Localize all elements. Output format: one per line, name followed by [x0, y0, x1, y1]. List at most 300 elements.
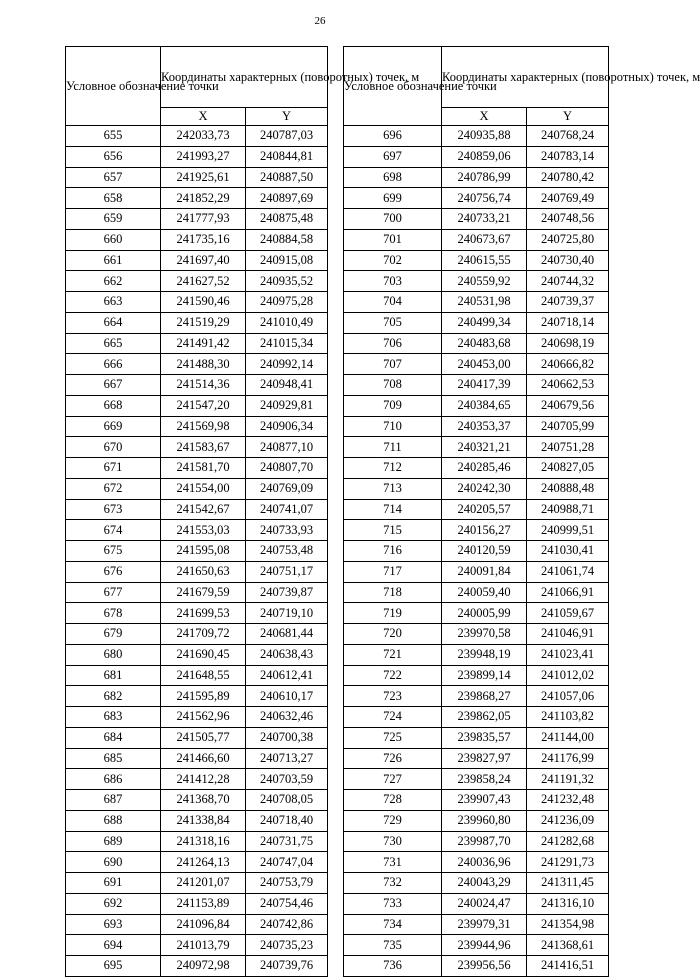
coords-label-header: Координаты характерных (поворотных) точек, м [442, 47, 609, 108]
x-coordinate-cell: 241553,03 [161, 520, 246, 541]
x-coordinate-cell: 239948,19 [442, 644, 527, 665]
y-coordinate-cell: 240807,70 [246, 458, 328, 479]
point-id-cell: 732 [344, 873, 442, 894]
table-row [66, 582, 328, 603]
x-coordinate-cell: 240972,98 [161, 956, 246, 977]
table-row [66, 624, 328, 645]
table-row [66, 458, 328, 479]
y-coordinate-cell: 241057,06 [527, 686, 609, 707]
y-coordinate-cell: 241030,41 [527, 541, 609, 562]
x-coordinate-cell: 241562,96 [161, 707, 246, 728]
x-coordinate-cell: 241699,53 [161, 603, 246, 624]
x-coordinate-cell: 239956,56 [442, 956, 527, 977]
point-id-cell: 709 [344, 395, 442, 416]
point-id-cell: 723 [344, 686, 442, 707]
x-coordinate-cell: 240005,99 [442, 603, 527, 624]
point-id-cell: 706 [344, 333, 442, 354]
table-row [344, 250, 609, 271]
x-coordinate-cell: 239899,14 [442, 665, 527, 686]
x-coordinate-cell: 241338,84 [161, 810, 246, 831]
y-coordinate-cell: 240884,58 [246, 229, 328, 250]
point-id-cell: 698 [344, 167, 442, 188]
point-id-cell: 699 [344, 188, 442, 209]
point-id-cell: 680 [66, 644, 161, 665]
x-coordinate-cell: 240453,00 [442, 354, 527, 375]
table-row [66, 271, 328, 292]
x-coordinate-cell: 241096,84 [161, 914, 246, 935]
x-coordinate-cell: 239827,97 [442, 748, 527, 769]
y-coordinate-cell: 241015,34 [246, 333, 328, 354]
table-row [344, 126, 609, 147]
y-coordinate-cell: 240718,14 [527, 312, 609, 333]
y-coordinate-cell: 240739,87 [246, 582, 328, 603]
y-coordinate-cell: 240632,46 [246, 707, 328, 728]
point-id-cell: 715 [344, 520, 442, 541]
x-coordinate-cell: 239979,31 [442, 914, 527, 935]
point-id-cell: 677 [66, 582, 161, 603]
x-coordinate-cell: 241542,67 [161, 499, 246, 520]
y-coordinate-cell: 240638,43 [246, 644, 328, 665]
y-coordinate-cell: 240730,40 [527, 250, 609, 271]
table-row [344, 852, 609, 873]
table-row [344, 312, 609, 333]
y-coordinate-cell: 240705,99 [527, 416, 609, 437]
x-coordinate-cell: 241514,36 [161, 375, 246, 396]
x-coordinate-cell: 241569,98 [161, 416, 246, 437]
point-id-cell: 675 [66, 541, 161, 562]
point-id-cell: 712 [344, 458, 442, 479]
point-id-cell: 663 [66, 292, 161, 313]
y-coordinate-cell: 241012,02 [527, 665, 609, 686]
x-coordinate-cell: 240321,21 [442, 437, 527, 458]
x-coordinate-cell: 241697,40 [161, 250, 246, 271]
point-id-cell: 713 [344, 478, 442, 499]
table-row [66, 167, 328, 188]
table-row [66, 333, 328, 354]
y-coordinate-cell: 240780,42 [527, 167, 609, 188]
y-coordinate-cell: 240751,17 [246, 561, 328, 582]
y-coordinate-cell: 240753,48 [246, 541, 328, 562]
y-coordinate-cell: 241232,48 [527, 790, 609, 811]
y-coordinate-cell: 241282,68 [527, 831, 609, 852]
y-coordinate-cell: 240769,49 [527, 188, 609, 209]
x-coordinate-cell: 241709,72 [161, 624, 246, 645]
table-row [66, 831, 328, 852]
point-id-cell: 696 [344, 126, 442, 147]
table-row [66, 956, 328, 977]
x-coordinate-cell: 240384,65 [442, 395, 527, 416]
y-coordinate-cell: 240888,48 [527, 478, 609, 499]
point-label-header: Условное обозначение точки [66, 47, 161, 126]
table-row [344, 914, 609, 935]
table-row [66, 499, 328, 520]
y-coordinate-cell: 240612,41 [246, 665, 328, 686]
table-row [66, 769, 328, 790]
table-row [66, 852, 328, 873]
table-row [344, 499, 609, 520]
x-coordinate-cell: 241466,60 [161, 748, 246, 769]
coords-label-header: Координаты характерных (поворотных) точек, м [161, 47, 328, 108]
point-id-cell: 670 [66, 437, 161, 458]
table-row [344, 188, 609, 209]
x-coordinate-cell: 240043,29 [442, 873, 527, 894]
table-row [66, 873, 328, 894]
x-coordinate-cell: 241679,59 [161, 582, 246, 603]
table-row [66, 126, 328, 147]
y-coordinate-cell: 240769,09 [246, 478, 328, 499]
y-coordinate-cell: 241144,00 [527, 727, 609, 748]
point-id-cell: 735 [344, 935, 442, 956]
point-id-cell: 666 [66, 354, 161, 375]
x-coordinate-cell: 240559,92 [442, 271, 527, 292]
x-coordinate-cell: 239907,43 [442, 790, 527, 811]
point-id-cell: 684 [66, 727, 161, 748]
point-id-cell: 686 [66, 769, 161, 790]
point-id-cell: 693 [66, 914, 161, 935]
point-id-cell: 673 [66, 499, 161, 520]
y-coordinate-cell: 240877,10 [246, 437, 328, 458]
point-id-cell: 683 [66, 707, 161, 728]
x-coordinate-cell: 241595,89 [161, 686, 246, 707]
point-id-cell: 731 [344, 852, 442, 873]
y-coordinate-cell: 240733,93 [246, 520, 328, 541]
point-id-cell: 695 [66, 956, 161, 977]
y-coordinate-cell: 241103,82 [527, 707, 609, 728]
point-id-cell: 710 [344, 416, 442, 437]
x-coordinate-cell: 241547,20 [161, 395, 246, 416]
y-coordinate-cell: 241416,51 [527, 956, 609, 977]
point-id-cell: 719 [344, 603, 442, 624]
y-coordinate-cell: 241291,73 [527, 852, 609, 873]
point-id-cell: 668 [66, 395, 161, 416]
x-coordinate-cell: 241627,52 [161, 271, 246, 292]
point-id-cell: 701 [344, 229, 442, 250]
x-coordinate-cell: 239960,80 [442, 810, 527, 831]
y-coordinate-cell: 240783,14 [527, 146, 609, 167]
table-row [344, 893, 609, 914]
y-coordinate-cell: 240768,24 [527, 126, 609, 147]
x-coordinate-cell: 241153,89 [161, 893, 246, 914]
y-coordinate-cell: 240906,34 [246, 416, 328, 437]
table-row [344, 375, 609, 396]
point-id-cell: 724 [344, 707, 442, 728]
y-header: Y [527, 108, 609, 126]
point-id-cell: 661 [66, 250, 161, 271]
y-coordinate-cell: 240679,56 [527, 395, 609, 416]
x-coordinate-cell: 240673,67 [442, 229, 527, 250]
table-row [66, 520, 328, 541]
y-coordinate-cell: 240897,69 [246, 188, 328, 209]
point-id-cell: 660 [66, 229, 161, 250]
table-row [344, 748, 609, 769]
point-id-cell: 685 [66, 748, 161, 769]
y-coordinate-cell: 240747,04 [246, 852, 328, 873]
point-id-cell: 689 [66, 831, 161, 852]
x-coordinate-cell: 241491,42 [161, 333, 246, 354]
table-row [344, 458, 609, 479]
table-row [344, 935, 609, 956]
table-row [66, 478, 328, 499]
point-id-cell: 658 [66, 188, 161, 209]
table-row [66, 354, 328, 375]
table-row [344, 831, 609, 852]
x-coordinate-cell: 241595,08 [161, 541, 246, 562]
table-row [344, 873, 609, 894]
x-coordinate-cell: 241318,16 [161, 831, 246, 852]
point-id-cell: 721 [344, 644, 442, 665]
y-coordinate-cell: 240731,75 [246, 831, 328, 852]
point-id-cell: 726 [344, 748, 442, 769]
table-row [344, 624, 609, 645]
point-id-cell: 734 [344, 914, 442, 935]
table-row [66, 292, 328, 313]
table-row [66, 727, 328, 748]
table-row [344, 603, 609, 624]
y-coordinate-cell: 241010,49 [246, 312, 328, 333]
point-id-cell: 664 [66, 312, 161, 333]
y-coordinate-cell: 241236,09 [527, 810, 609, 831]
table-row [66, 644, 328, 665]
y-coordinate-cell: 240698,19 [527, 333, 609, 354]
table-row [344, 167, 609, 188]
point-id-cell: 716 [344, 541, 442, 562]
y-coordinate-cell: 240681,44 [246, 624, 328, 645]
y-coordinate-cell: 240739,37 [527, 292, 609, 313]
table-row [344, 395, 609, 416]
y-coordinate-cell: 240742,86 [246, 914, 328, 935]
y-coordinate-cell: 240754,46 [246, 893, 328, 914]
point-id-cell: 692 [66, 893, 161, 914]
point-id-cell: 705 [344, 312, 442, 333]
point-id-cell: 665 [66, 333, 161, 354]
y-coordinate-cell: 240929,81 [246, 395, 328, 416]
x-coordinate-cell: 241590,46 [161, 292, 246, 313]
point-id-cell: 687 [66, 790, 161, 811]
x-coordinate-cell: 241264,13 [161, 852, 246, 873]
x-coordinate-cell: 241993,27 [161, 146, 246, 167]
x-coordinate-cell: 240059,40 [442, 582, 527, 603]
table-row [66, 707, 328, 728]
table-row [344, 416, 609, 437]
y-coordinate-cell: 241368,61 [527, 935, 609, 956]
table-row [66, 541, 328, 562]
point-id-cell: 659 [66, 209, 161, 230]
point-id-cell: 725 [344, 727, 442, 748]
table-row [344, 271, 609, 292]
point-id-cell: 722 [344, 665, 442, 686]
y-coordinate-cell: 241046,91 [527, 624, 609, 645]
y-coordinate-cell: 240935,52 [246, 271, 328, 292]
table-row [66, 561, 328, 582]
x-coordinate-cell: 240024,47 [442, 893, 527, 914]
y-coordinate-cell: 241354,98 [527, 914, 609, 935]
table-row [66, 146, 328, 167]
y-coordinate-cell: 240887,50 [246, 167, 328, 188]
table-row [344, 582, 609, 603]
x-coordinate-cell: 241201,07 [161, 873, 246, 894]
y-coordinate-cell: 240719,10 [246, 603, 328, 624]
y-coordinate-cell: 241311,45 [527, 873, 609, 894]
x-coordinate-cell: 241777,93 [161, 209, 246, 230]
x-coordinate-cell: 241013,79 [161, 935, 246, 956]
point-id-cell: 711 [344, 437, 442, 458]
table-row [344, 665, 609, 686]
x-coordinate-cell: 242033,73 [161, 126, 246, 147]
x-coordinate-cell: 240859,06 [442, 146, 527, 167]
point-id-cell: 727 [344, 769, 442, 790]
table-row [66, 603, 328, 624]
y-coordinate-cell: 241059,67 [527, 603, 609, 624]
x-coordinate-cell: 241735,16 [161, 229, 246, 250]
x-coordinate-cell: 241368,70 [161, 790, 246, 811]
x-coordinate-cell: 241690,45 [161, 644, 246, 665]
table-row [344, 209, 609, 230]
point-id-cell: 682 [66, 686, 161, 707]
table-row [344, 146, 609, 167]
point-id-cell: 707 [344, 354, 442, 375]
x-coordinate-cell: 240786,99 [442, 167, 527, 188]
point-id-cell: 704 [344, 292, 442, 313]
y-coordinate-cell: 241066,91 [527, 582, 609, 603]
y-coordinate-cell: 240844,81 [246, 146, 328, 167]
table-row [344, 686, 609, 707]
table-row [66, 893, 328, 914]
x-coordinate-cell: 240285,46 [442, 458, 527, 479]
x-coordinate-cell: 241583,67 [161, 437, 246, 458]
y-coordinate-cell: 240703,59 [246, 769, 328, 790]
y-header: Y [246, 108, 328, 126]
table-row [66, 229, 328, 250]
y-coordinate-cell: 240662,53 [527, 375, 609, 396]
table-row [66, 395, 328, 416]
point-id-cell: 688 [66, 810, 161, 831]
point-id-cell: 681 [66, 665, 161, 686]
y-coordinate-cell: 241023,41 [527, 644, 609, 665]
y-coordinate-cell: 240610,17 [246, 686, 328, 707]
point-id-cell: 662 [66, 271, 161, 292]
table-row [344, 229, 609, 250]
point-label-header: Условное обозначение точки [344, 47, 442, 126]
table-row [344, 561, 609, 582]
x-coordinate-cell: 240353,37 [442, 416, 527, 437]
point-id-cell: 676 [66, 561, 161, 582]
x-coordinate-cell: 240120,59 [442, 541, 527, 562]
point-id-cell: 708 [344, 375, 442, 396]
x-header: X [442, 108, 527, 126]
point-id-cell: 679 [66, 624, 161, 645]
y-coordinate-cell: 240753,79 [246, 873, 328, 894]
table-row [66, 686, 328, 707]
x-coordinate-cell: 240935,88 [442, 126, 527, 147]
point-id-cell: 674 [66, 520, 161, 541]
table-row [344, 790, 609, 811]
y-coordinate-cell: 240999,51 [527, 520, 609, 541]
point-id-cell: 718 [344, 582, 442, 603]
x-coordinate-cell: 239944,96 [442, 935, 527, 956]
point-id-cell: 655 [66, 126, 161, 147]
x-coordinate-cell: 239868,27 [442, 686, 527, 707]
table-row [344, 769, 609, 790]
page-number: 26 [314, 15, 326, 27]
y-coordinate-cell: 240666,82 [527, 354, 609, 375]
table-row [344, 644, 609, 665]
x-coordinate-cell: 241648,55 [161, 665, 246, 686]
y-coordinate-cell: 240915,08 [246, 250, 328, 271]
y-coordinate-cell: 240875,48 [246, 209, 328, 230]
y-coordinate-cell: 240735,23 [246, 935, 328, 956]
table-row [344, 727, 609, 748]
x-coordinate-cell: 241554,00 [161, 478, 246, 499]
x-coordinate-cell: 241505,77 [161, 727, 246, 748]
x-coordinate-cell: 240036,96 [442, 852, 527, 873]
table-row [344, 956, 609, 977]
x-coordinate-cell: 241519,29 [161, 312, 246, 333]
table-row [344, 333, 609, 354]
x-coordinate-cell: 239862,05 [442, 707, 527, 728]
x-coordinate-cell: 240156,27 [442, 520, 527, 541]
point-id-cell: 714 [344, 499, 442, 520]
table-row [66, 914, 328, 935]
table-row [344, 520, 609, 541]
y-coordinate-cell: 241191,32 [527, 769, 609, 790]
x-coordinate-cell: 240417,39 [442, 375, 527, 396]
point-id-cell: 667 [66, 375, 161, 396]
point-id-cell: 671 [66, 458, 161, 479]
table-row [66, 188, 328, 209]
x-coordinate-cell: 239987,70 [442, 831, 527, 852]
x-coordinate-cell: 240091,84 [442, 561, 527, 582]
y-coordinate-cell: 240739,76 [246, 956, 328, 977]
table-row [66, 209, 328, 230]
table-row [66, 375, 328, 396]
y-coordinate-cell: 240748,56 [527, 209, 609, 230]
table-row [66, 312, 328, 333]
x-coordinate-cell: 240483,68 [442, 333, 527, 354]
y-coordinate-cell: 240948,41 [246, 375, 328, 396]
point-id-cell: 717 [344, 561, 442, 582]
point-id-cell: 690 [66, 852, 161, 873]
point-id-cell: 656 [66, 146, 161, 167]
table-row [344, 541, 609, 562]
point-id-cell: 691 [66, 873, 161, 894]
x-coordinate-cell: 241852,29 [161, 188, 246, 209]
y-coordinate-cell: 241316,10 [527, 893, 609, 914]
y-coordinate-cell: 241061,74 [527, 561, 609, 582]
table-row [344, 292, 609, 313]
table-row [66, 810, 328, 831]
y-coordinate-cell: 240708,05 [246, 790, 328, 811]
table-row [344, 707, 609, 728]
x-coordinate-cell: 240615,55 [442, 250, 527, 271]
table-row [66, 935, 328, 956]
y-coordinate-cell: 240827,05 [527, 458, 609, 479]
table-row [344, 354, 609, 375]
x-coordinate-cell: 241925,61 [161, 167, 246, 188]
x-coordinate-cell: 241488,30 [161, 354, 246, 375]
table-row [344, 437, 609, 458]
coordinates-table-right [343, 46, 700, 977]
y-coordinate-cell: 240975,28 [246, 292, 328, 313]
point-id-cell: 657 [66, 167, 161, 188]
y-coordinate-cell: 240992,14 [246, 354, 328, 375]
x-coordinate-cell: 240531,98 [442, 292, 527, 313]
point-id-cell: 736 [344, 956, 442, 977]
x-coordinate-cell: 240499,34 [442, 312, 527, 333]
x-coordinate-cell: 241581,70 [161, 458, 246, 479]
x-coordinate-cell: 239970,58 [442, 624, 527, 645]
y-coordinate-cell: 240718,40 [246, 810, 328, 831]
table-row [66, 437, 328, 458]
